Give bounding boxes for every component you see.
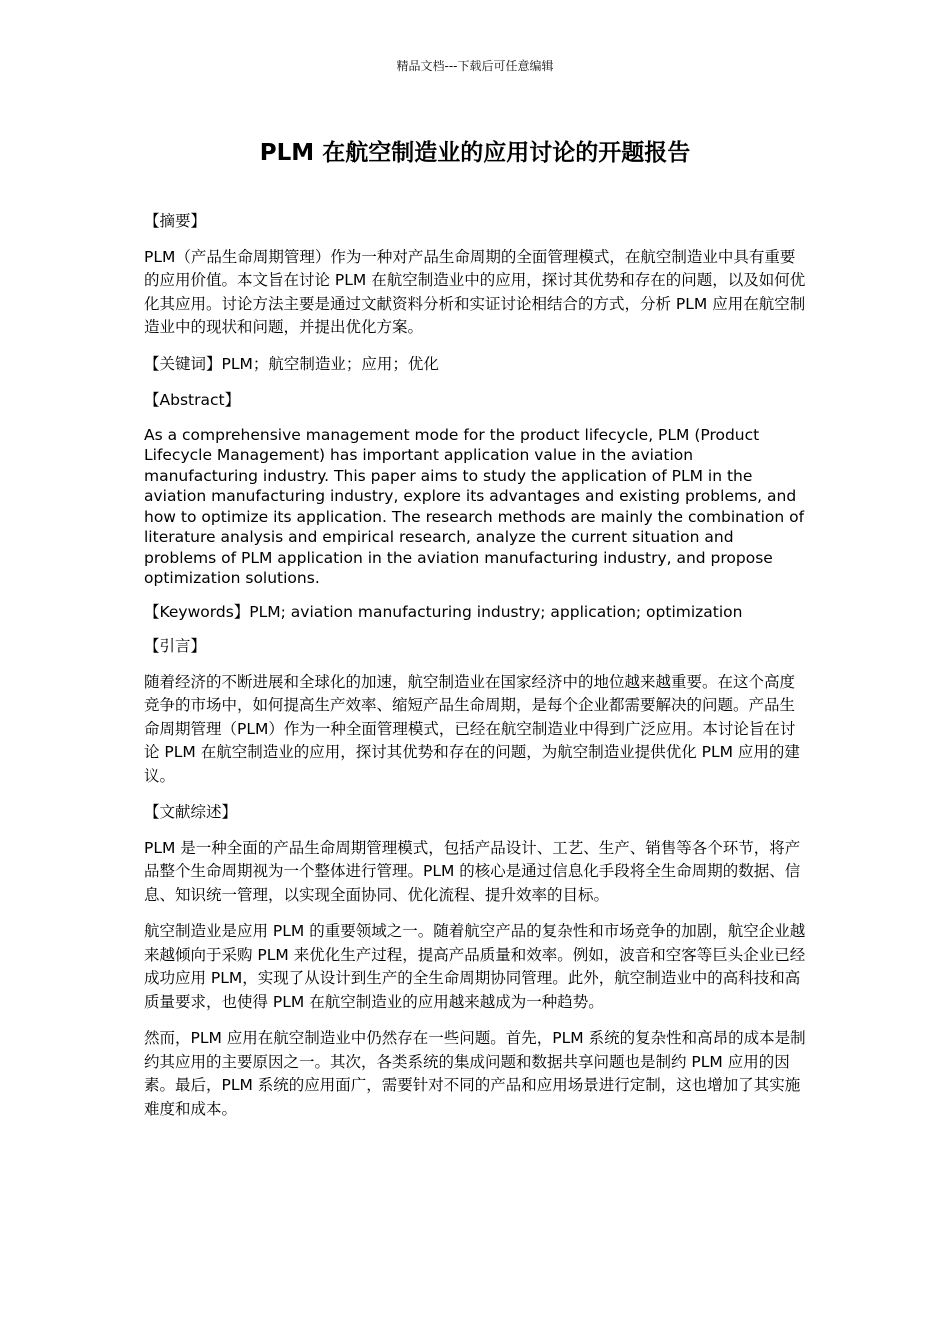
literature-review-paragraph-1: PLM 是一种全面的产品生命周期管理模式，包括产品设计、工艺、生产、销售等各个环节，将产品整个生命周期视为一个整体进行管理。PLM 的核心是通过信息化手段将全生命周期的数据、信息、知识统一管理，以实现全面协同、优化流程、提升效率的目标。 [144, 838, 801, 904]
keywords-en: 【Keywords】PLM; aviation manufacturing industry; application; optimization [144, 602, 743, 621]
document-body [144, 210, 806, 1121]
page-header-note: 精品文档---下载后可任意编辑 [396, 59, 554, 73]
abstract-en-heading: 【Abstract】 [144, 391, 241, 409]
abstract-cn-paragraph: PLM（产品生命周期管理）作为一种对产品生命周期的全面管理模式，在航空制造业中具有重要的应用价值。本文旨在讨论 PLM 在航空制造业中的应用，探讨其优势和存在的问题，以及如何优化其应用。讨论方法主要是通过文献资料分析和实证讨论相结合的方式，分析 PLM 应用在航空制造业中的现状和问题，并提出优化方案。 [144, 247, 806, 336]
document-title: PLM 在航空制造业的应用讨论的开题报告 [259, 140, 691, 166]
abstract-cn-heading: 【摘要】 [144, 212, 207, 230]
literature-review-paragraph-2: 航空制造业是应用 PLM 的重要领域之一。随着航空产品的复杂性和市场竞争的加剧，航空企业越来越倾向于采购 PLM 来优化生产过程，提高产品质量和效率。例如，波音和空客等巨头企业已经成功应用 PLM，实现了从设计到生产的全生命周期协同管理。此外，航空制造业中的高科技和高质量要求，也使得 PLM 在航空制造业的应用越来越成为一种趋势。 [144, 922, 806, 1011]
introduction-heading: 【引言】 [144, 637, 207, 655]
abstract-en-paragraph: As a comprehensive management mode for the product lifecycle, PLM (Product Lifecycle Management) has important application value in the aviation manufacturing industry. This paper aims to study the application of PLM in the aviation manufacturing industry, explore its advantages and existing problems, and how to optimize its application. The research methods are mainly the combination of literature analysis and empirical research, analyze the current situation and problems of PLM application in the aviation manufacturing industry, and propose optimization solutions. [144, 425, 805, 587]
literature-review-paragraph-3: 然而，PLM 应用在航空制造业中仍然存在一些问题。首先，PLM 系统的复杂性和高昂的成本是制约其应用的主要原因之一。其次，各类系统的集成问题和数据共享问题也是制约 PLM 应用的因素。最后，PLM 系统的应用面广，需要针对不同的产品和应用场景进行定制，这也增加了其实施难度和成本。 [144, 1029, 806, 1118]
introduction-paragraph: 随着经济的不断进展和全球化的加速，航空制造业在国家经济中的地位越来越重要。在这个高度竞争的市场中，如何提高生产效率、缩短产品生命周期，是每个企业都需要解决的问题。产品生命周期管理（PLM）作为一种全面管理模式，已经在航空制造业中得到广泛应用。本讨论旨在讨论 PLM 在航空制造业的应用，探讨其优势和存在的问题，为航空制造业提供优化 PLM 应用的建议。 [144, 672, 800, 785]
literature-review-heading: 【文献综述】 [144, 803, 238, 821]
keywords-cn: 【关键词】PLM；航空制造业；应用；优化 [144, 354, 439, 373]
